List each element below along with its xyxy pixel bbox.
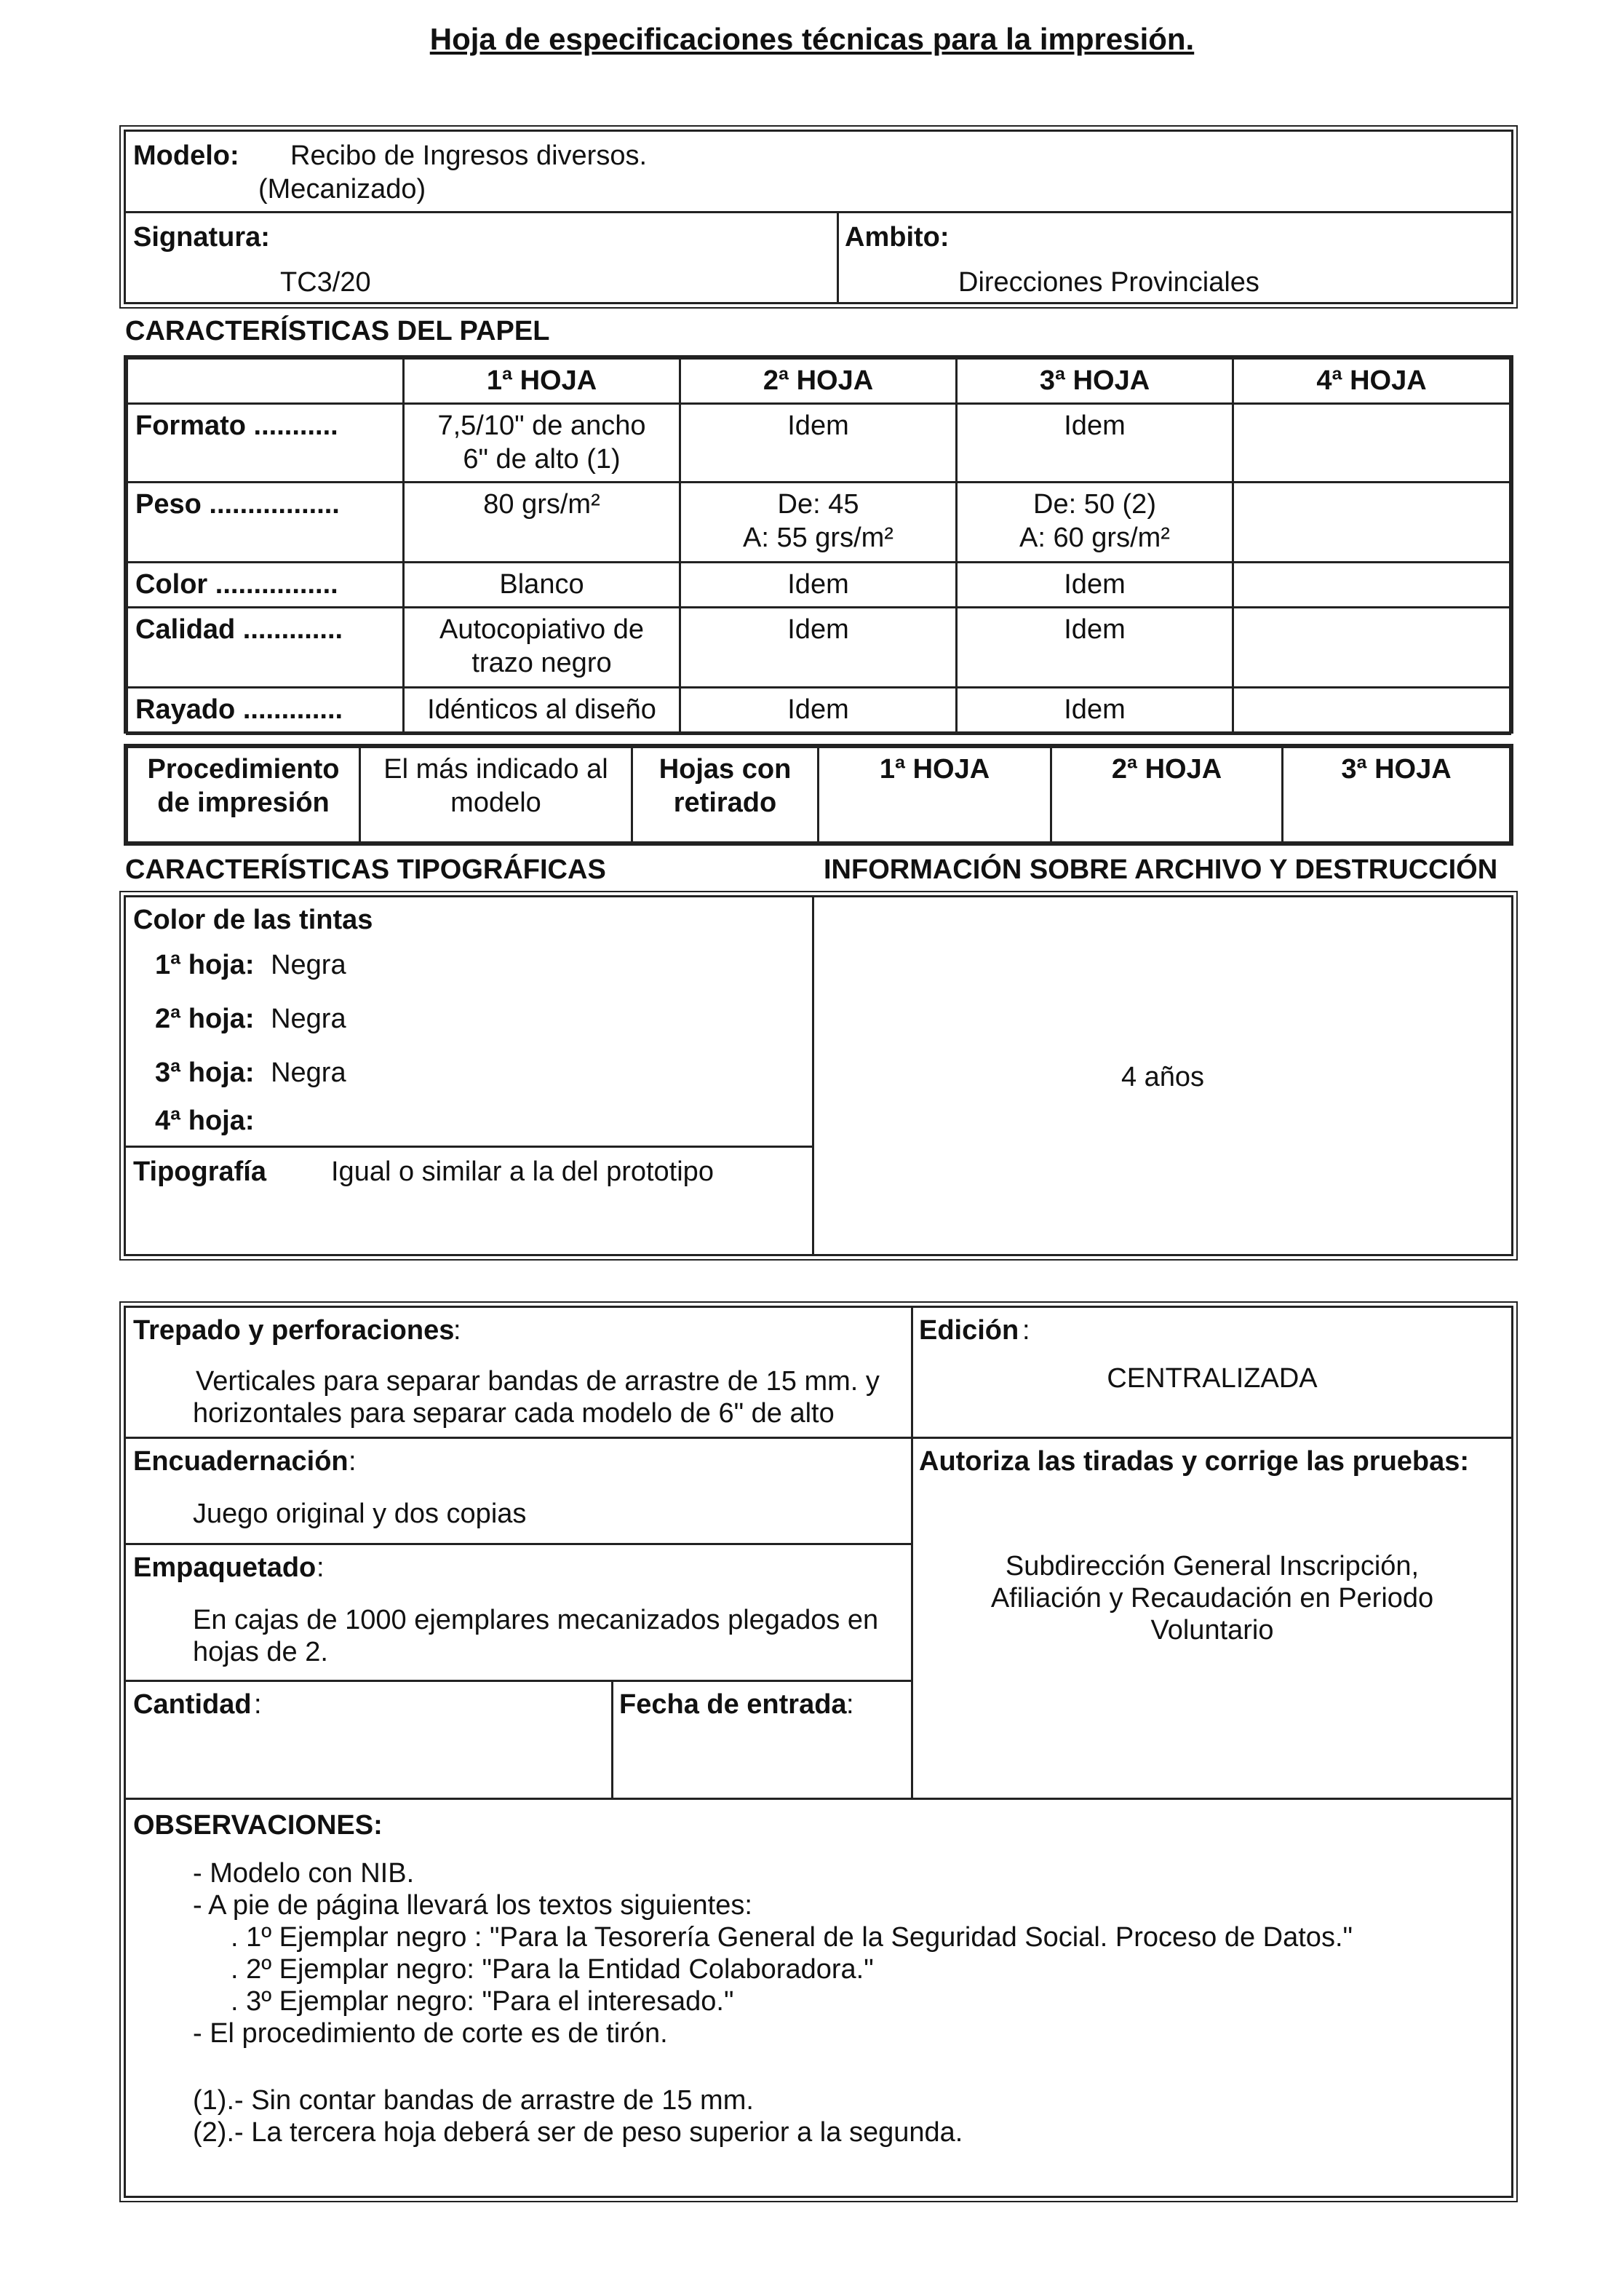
edicion-value: CENTRALIZADA — [1107, 1363, 1318, 1394]
colon: : — [317, 1552, 325, 1583]
cell-line: Idem — [787, 569, 849, 600]
observation-line: (1).- Sin contar bandas de arrastre de 15 mm. — [193, 2085, 754, 2116]
tipografia-value: Igual o similar a la del prototipo — [331, 1156, 714, 1187]
tipografia-panel — [126, 1148, 814, 1254]
ink-sheet-value: Negra — [271, 1004, 346, 1034]
colon: : — [349, 1446, 357, 1477]
cell-line: Idem — [787, 694, 849, 725]
autoriza-value: Voluntario — [1150, 1615, 1274, 1646]
paper-col-header: 1ª HOJA — [404, 359, 680, 404]
ink-sheet-value: Negra — [271, 950, 346, 980]
ink-sheet-value: Negra — [271, 1057, 346, 1088]
modelo-value-line2: (Mecanizado) — [258, 174, 426, 205]
fecha-label: Fecha de entrada — [619, 1689, 847, 1720]
autoriza-value: Subdirección General Inscripción, — [1005, 1551, 1420, 1581]
document-title: Hoja de especificaciones técnicas para la impresión. — [429, 22, 1195, 56]
cell-line: trazo negro — [471, 648, 612, 679]
cell-line: De: 45 — [777, 489, 859, 520]
colon: : — [453, 1315, 461, 1346]
colon: : — [254, 1689, 262, 1720]
production-box — [124, 1306, 1513, 2198]
modelo-value-line1: Recibo de Ingresos diversos. — [290, 140, 648, 171]
signatura-value: TC3/20 — [280, 267, 371, 298]
trepado-value: horizontales para separar cada modelo de 6" de alto — [193, 1398, 835, 1429]
typography-box — [124, 895, 1513, 1256]
cell-line: A: 55 grs/m² — [743, 523, 893, 554]
typography-section-label: CARACTERÍSTICAS TIPOGRÁFICAS — [125, 854, 606, 885]
archive-value: 4 años — [1121, 1062, 1205, 1092]
ink-sheet-label: 2ª hoja: — [155, 1004, 255, 1034]
cell-line: 6" de alto (1) — [463, 444, 621, 475]
observation-line: (2).- La tercera hoja deberá ser de peso superior a la segunda. — [193, 2117, 963, 2148]
cell-line: 80 grs/m² — [483, 489, 600, 520]
cell-line: Blanco — [499, 569, 584, 600]
observation-line: - Modelo con NIB. — [193, 1858, 415, 1889]
empaquetado-value: hojas de 2. — [193, 1637, 328, 1667]
empty-cell — [1233, 404, 1510, 483]
edicion-label: Edición — [919, 1315, 1019, 1346]
row-label: Calidad ............. — [127, 608, 404, 688]
paper-table — [124, 355, 1513, 734]
trepado-label: Trepado y perforaciones — [133, 1315, 455, 1346]
procedure-value: El más indicado al — [383, 754, 608, 785]
observaciones-label: OBSERVACIONES: — [133, 1810, 383, 1841]
colon: : — [846, 1689, 854, 1720]
cell-line: Idénticos al diseño — [427, 694, 656, 725]
retirado-col: 3ª HOJA — [1283, 747, 1510, 843]
retirado-label: retirado — [673, 787, 777, 819]
paper-col-header: 2ª HOJA — [680, 359, 957, 404]
cantidad-label: Cantidad — [133, 1689, 252, 1720]
observation-line: - El procedimiento de corte es de tirón. — [193, 2018, 668, 2049]
row-label: Rayado ............. — [127, 688, 404, 734]
row-label: Formato ........... — [127, 404, 404, 483]
procedure-label: de impresión — [157, 787, 330, 819]
cell-line: A: 60 grs/m² — [1019, 523, 1170, 554]
ambito-value: Direcciones Provinciales — [958, 267, 1259, 298]
inks-label: Color de las tintas — [133, 905, 373, 935]
observaciones-panel — [126, 1800, 1511, 2196]
archive-panel — [814, 897, 1511, 1254]
autoriza-label: Autoriza las tiradas y corrige las pruebas: — [919, 1446, 1470, 1477]
empaquetado-value: En cajas de 1000 ejemplares mecanizados plegados en — [193, 1605, 879, 1635]
table-row — [127, 563, 1510, 608]
trepado-value: Verticales para separar bandas de arrastre de 15 mm. y — [196, 1366, 880, 1397]
modelo-label: Modelo: — [133, 140, 239, 171]
paper-col-header: 4ª HOJA — [1233, 359, 1510, 404]
empty-cell — [1233, 688, 1510, 734]
paper-col-header: 3ª HOJA — [957, 359, 1233, 404]
inks-panel — [126, 897, 814, 1148]
empaquetado-label: Empaquetado — [133, 1552, 317, 1583]
retirado-label: Hojas con — [658, 754, 792, 785]
table-row — [127, 404, 1510, 483]
retirado-col: 2ª HOJA — [1051, 747, 1283, 843]
table-row — [127, 608, 1510, 688]
tipografia-label: Tipografía — [133, 1156, 266, 1187]
observation-line: . 1º Ejemplar negro : "Para la Tesorería General de la Seguridad Social. Proceso de Datos." — [231, 1922, 1353, 1953]
table-row — [127, 688, 1510, 734]
ink-sheet-label: 1ª hoja: — [155, 950, 255, 980]
cell-line: Idem — [787, 410, 849, 441]
procedure-label: Procedimiento — [147, 754, 340, 785]
autoriza-value: Afiliación y Recaudación en Periodo — [990, 1583, 1434, 1614]
cell-line: 7,5/10" de ancho — [437, 410, 646, 441]
paper-section-label: CARACTERÍSTICAS DEL PAPEL — [125, 316, 550, 346]
archive-section-label: INFORMACIÓN SOBRE ARCHIVO Y DESTRUCCIÓN — [824, 854, 1498, 885]
ambito-label: Ambito: — [845, 222, 950, 253]
empty-cell — [1233, 563, 1510, 608]
cell-line: Idem — [1064, 614, 1126, 645]
ink-sheet-label: 4ª hoja: — [155, 1106, 255, 1136]
encuadernacion-value: Juego original y dos copias — [193, 1499, 527, 1529]
row-label: Peso ................. — [127, 483, 404, 563]
colon: : — [1022, 1315, 1030, 1346]
observation-line: . 3º Ejemplar negro: "Para el interesado." — [231, 1986, 734, 2017]
cell-line: Idem — [787, 614, 849, 645]
procedure-value: modelo — [450, 787, 541, 819]
encuadernacion-label: Encuadernación — [133, 1446, 349, 1477]
ink-sheet-label: 3ª hoja: — [155, 1057, 255, 1088]
paper-corner-cell — [127, 359, 404, 404]
retirado-col: 1ª HOJA — [819, 747, 1051, 843]
cell-line: Idem — [1064, 410, 1126, 441]
cell-line: De: 50 (2) — [1033, 489, 1156, 520]
observation-line: . 2º Ejemplar negro: "Para la Entidad Colaboradora." — [231, 1954, 874, 1985]
signatura-label: Signatura: — [133, 222, 270, 253]
empty-cell — [1233, 608, 1510, 688]
cell-line: Idem — [1064, 694, 1126, 725]
row-label: Color ................ — [127, 563, 404, 608]
cell-line: Autocopiativo de — [439, 614, 644, 645]
table-row — [127, 483, 1510, 563]
empty-cell — [1233, 483, 1510, 563]
cell-line: Idem — [1064, 569, 1126, 600]
observation-line: - A pie de página llevará los textos siguientes: — [193, 1890, 752, 1921]
procedure-table — [124, 744, 1513, 846]
header-box — [124, 130, 1513, 304]
